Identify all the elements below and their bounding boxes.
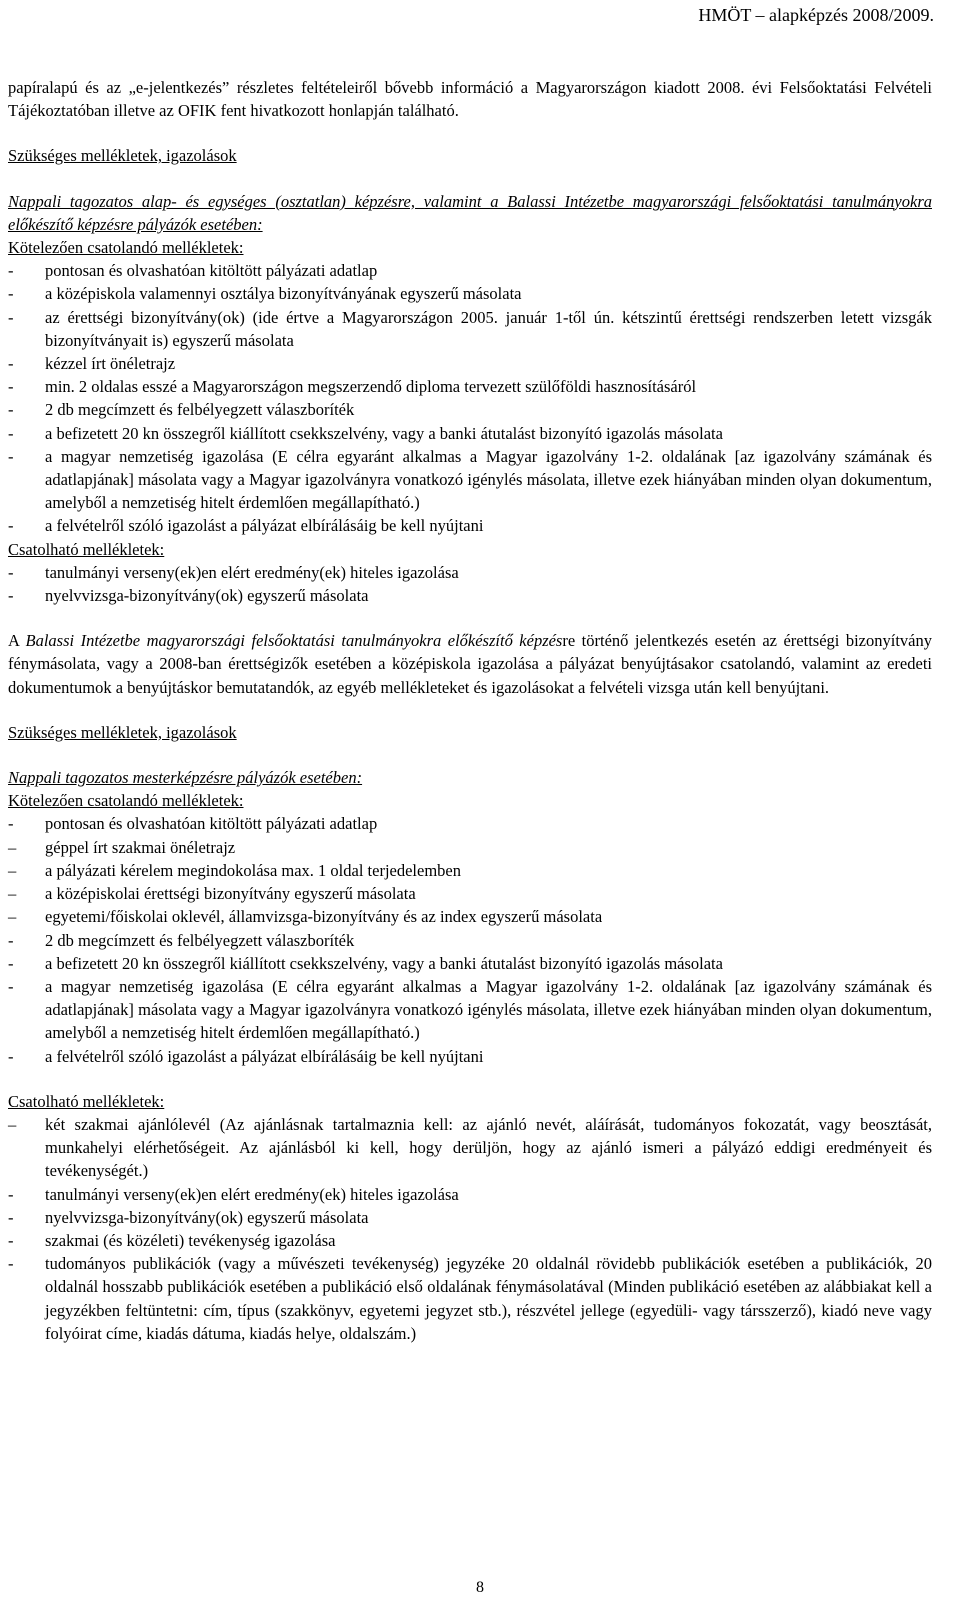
bullet-dash: -	[8, 1207, 14, 1227]
section1-subheading: Nappali tagozatos alap- és egységes (osztatlan) képzésre, valamint a Balassi Intézetbe magyarországi felsőoktatási tanulmányokra előkészítő képzésre pályázók esetében:	[8, 191, 932, 234]
list-item	[8, 952, 932, 975]
list-item	[8, 1206, 932, 1229]
section1-required-label: Kötelezően csatolandó mellékletek:	[8, 238, 244, 258]
bullet-dash: –	[8, 837, 17, 857]
intro-paragraph: papíralapú és az „e-jelentkezés” részletes feltételeiről bővebb információ a Magyarországon kiadott 2008. évi Felsőoktatási Felvételi Tájékoztatóban illetve az OFIK fent hivatkozott honlapján található.	[8, 78, 932, 121]
list-item-text: tudományos publikációk (vagy a művészeti tevékenység) jegyzéke 20 oldalnál rövidebb publikációk esetében a publikációk, 20 oldalnál hosszabb publikációk esetében a publikáció első oldalának fénymásolatával (Minden publikáció esetében az alábbiakat kell a jegyzékben feltüntetni: cím, típus (szakkönyv, egyetemi jegyzet stb.), részvétel jellege (egyedüli- vagy társszerző), kiadó neve vagy folyóirat címe, kiadás dátuma, kiadás helye, oldalszám.)	[45, 1254, 932, 1343]
list-item-text: a befizetett 20 kn összegről kiállított csekkszelvény, vagy a banki átutalást bizonyító igazolás másolata	[45, 953, 723, 973]
list-item	[8, 836, 932, 859]
document-body	[8, 76, 932, 1345]
list-item	[8, 282, 932, 305]
list-item	[8, 422, 932, 445]
list-item-text: a pályázati kérelem megindokolása max. 1 oldal terjedelemben	[45, 860, 461, 880]
bullet-dash: -	[8, 814, 14, 834]
bullet-dash: -	[8, 562, 14, 582]
list-item	[8, 1229, 932, 1252]
list-item	[8, 514, 932, 537]
list-item-text: pontosan és olvashatóan kitöltött pályázati adatlap	[45, 814, 378, 834]
note-suffix: re történő jelentkezés esetén az érettségi bizonyítvány fénymásolata, vagy a 2008-ban érettségizők esetében a középiskola igazolása a pályázat benyújtásakor csatolandó, valamint az eredeti dokumentumok a benyújtáskor bemutatandók, az egyéb mellékleteket és igazolásokat a felvételi vizsga után kell benyújtani.	[8, 631, 932, 697]
list-item-text: min. 2 oldalas esszé a Magyarországon megszerzendő diploma tervezett szülőföldi hasznosításáról	[45, 377, 697, 397]
bullet-dash: -	[8, 976, 14, 996]
list-item-text: tanulmányi verseny(ek)en elért eredmény(ek) hiteles igazolása	[45, 562, 459, 582]
list-item-text: nyelvvizsga-bizonyítvány(ok) egyszerű másolata	[45, 1207, 369, 1227]
section2-optional-list	[8, 1113, 932, 1345]
bullet-dash: -	[8, 1254, 14, 1274]
bullet-dash: -	[8, 400, 14, 420]
section1-heading: Szükséges mellékletek, igazolások	[8, 146, 237, 166]
list-item	[8, 882, 932, 905]
list-item	[8, 375, 932, 398]
list-item-text: az érettségi bizonyítvány(ok) (ide értve a Magyarországon 2005. január 1-től ún. kétszintű érettségi rendszerben letett vizsgák bizonyítványait is) egyszerű másolata	[45, 307, 932, 350]
list-item-text: a felvételről szóló igazolást a pályázat elbírálásáig be kell nyújtani	[45, 516, 484, 536]
section2-required-list	[8, 812, 932, 1067]
bullet-dash: –	[8, 907, 17, 927]
list-item	[8, 812, 932, 835]
list-item-text: két szakmai ajánlólevél (Az ajánlásnak tartalmaznia kell: az ajánló nevét, aláírását, tudományos fokozatát, vagy beosztását, munkahelyi elérhetőségeit. Az ajánlásból ki kell, hogy derüljön, hogy az ajánló ismeri a pályázó eddigi eredményeit és tevékenységét.)	[45, 1114, 932, 1181]
bullet-dash: -	[8, 354, 14, 374]
list-item-text: kézzel írt önéletrajz	[45, 354, 176, 374]
bullet-dash: –	[8, 884, 17, 904]
page-number: 8	[476, 1579, 484, 1596]
list-item-text: pontosan és olvashatóan kitöltött pályázati adatlap	[45, 261, 378, 281]
list-item-text: egyetemi/főiskolai oklevél, államvizsga-bizonyítvány és az index egyszerű másolata	[45, 907, 603, 927]
bullet-dash: -	[8, 261, 14, 281]
list-item-text: a magyar nemzetiség igazolása (E célra egyaránt alkalmas a Magyar igazolvány 1-2. oldalának [az igazolvány számának és adatlapjának] másolata vagy a Magyar igazolványra vonatkozó igénylés másolata, illetve ezek hiányában minden olyan dokumentum, amelyből a nemzetiség hitelt érdemlően megállapítható.)	[45, 446, 932, 513]
bullet-dash: -	[8, 1230, 14, 1250]
list-item-text: nyelvvizsga-bizonyítvány(ok) egyszerű másolata	[45, 586, 369, 606]
list-item	[8, 259, 932, 282]
section2-optional-label: Csatolható mellékletek:	[8, 1091, 165, 1111]
list-item	[8, 975, 932, 1045]
list-item-text: 2 db megcímzett és felbélyegzett válaszboríték	[45, 930, 355, 950]
list-item	[8, 398, 932, 421]
section1-optional-list	[8, 561, 932, 607]
list-item	[8, 1113, 932, 1183]
section1-optional-label: Csatolható mellékletek:	[8, 539, 165, 559]
list-item-text: a felvételről szóló igazolást a pályázat elbírálásáig be kell nyújtani	[45, 1046, 484, 1066]
bullet-dash: -	[8, 1184, 14, 1204]
list-item-text: a magyar nemzetiség igazolása (E célra egyaránt alkalmas a Magyar igazolvány 1-2. oldalának [az igazolvány számának és adatlapjának] másolata vagy a Magyar igazolványra vonatkozó igénylés másolata, illetve ezek hiányában minden olyan dokumentum, amelyből a nemzetiség hitelt érdemlően megállapítható.)	[45, 976, 932, 1043]
list-item	[8, 1252, 932, 1345]
bullet-dash: -	[8, 377, 14, 397]
list-item	[8, 929, 932, 952]
list-item	[8, 561, 932, 584]
list-item	[8, 905, 932, 928]
list-item-text: a középiskolai érettségi bizonyítvány egyszerű másolata	[45, 884, 416, 904]
list-item-text: a befizetett 20 kn összegről kiállított csekkszelvény, vagy a banki átutalást bizonyító igazolás másolata	[45, 423, 723, 443]
bullet-dash: –	[8, 860, 17, 880]
list-item	[8, 859, 932, 882]
list-item	[8, 1045, 932, 1068]
bullet-dash: -	[8, 307, 14, 327]
list-item	[8, 352, 932, 375]
section2-subheading: Nappali tagozatos mesterképzésre pályázók esetében:	[8, 768, 363, 788]
section2-required-label: Kötelezően csatolandó mellékletek:	[8, 791, 244, 811]
list-item	[8, 445, 932, 515]
list-item	[8, 1183, 932, 1206]
list-item-text: 2 db megcímzett és felbélyegzett válaszboríték	[45, 400, 355, 420]
bullet-dash: -	[8, 446, 14, 466]
list-item-text: géppel írt szakmai önéletrajz	[45, 837, 236, 857]
bullet-dash: -	[8, 953, 14, 973]
bullet-dash: -	[8, 516, 14, 536]
list-item-text: a középiskola valamennyi osztálya bizonyítványának egyszerű másolata	[45, 284, 522, 304]
list-item	[8, 584, 932, 607]
section1-required-list	[8, 259, 932, 537]
note-prefix: A	[8, 631, 26, 651]
section1-note	[8, 629, 932, 699]
bullet-dash: -	[8, 586, 14, 606]
list-item-text: tanulmányi verseny(ek)en elért eredmény(ek) hiteles igazolása	[45, 1184, 459, 1204]
bullet-dash: -	[8, 423, 14, 443]
bullet-dash: -	[8, 930, 14, 950]
section2-heading: Szükséges mellékletek, igazolások	[8, 722, 237, 742]
bullet-dash: -	[8, 284, 14, 304]
bullet-dash: –	[8, 1114, 17, 1134]
running-header: HMÖT – alapképzés 2008/2009.	[698, 5, 934, 25]
note-italic: Balassi Intézetbe magyarországi felsőoktatási tanulmányokra előkészítő képzés	[25, 631, 563, 651]
list-item-text: szakmai (és közéleti) tevékenység igazolása	[45, 1230, 336, 1250]
list-item	[8, 306, 932, 352]
bullet-dash: -	[8, 1046, 14, 1066]
